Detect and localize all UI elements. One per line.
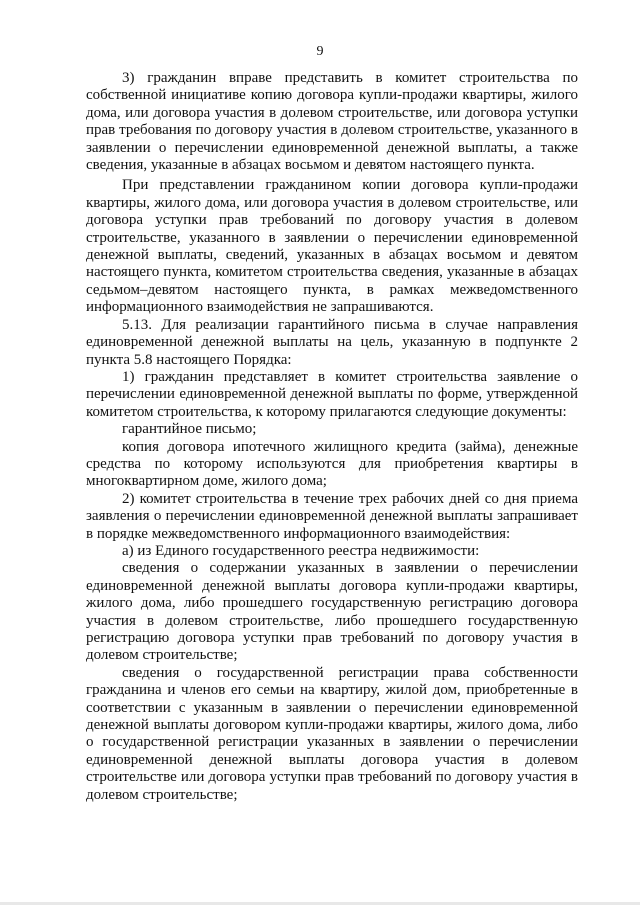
paragraph-item-a-registry: а) из Единого государственного реестра недвижимости: bbox=[122, 542, 480, 559]
paragraph-item-1-application: 1) гражданин представляет в комитет строительства заявление о перечислении единовременной денежной выплаты по форме, утвержденной комитетом строительства, к которому прилагаются следующие документы: bbox=[86, 368, 578, 420]
paragraph-ownership-registration-info: сведения о государственной регистрации права собственности гражданина и членов его семьи на квартиру, жилой дом, приобретенные в соответствии с указанным в заявлении о перечислении единовременной денежной выплаты договором купли-продажи квартиры, жилого дома, либо о государственной регистрации указанных в заявлении о перечислении единовременной денежной выплаты договора участия в долевом строительстве или договора уступки прав требований по договору участия в долевом строительстве; bbox=[86, 664, 578, 803]
document-body bbox=[86, 70, 578, 804]
paragraph-mortgage-contract-copy: копия договора ипотечного жилищного кредита (займа), денежные средства по которому используются для приобретения квартиры в многоквартирном доме, жилого дома; bbox=[86, 438, 578, 490]
paragraph-contract-content-info: сведения о содержании указанных в заявлении о перечислении единовременной денежной выплаты договора купли-продажи квартиры, жилого дома, либо прошедшего государственную регистрацию договора участия в долевом строительстве, либо прошедшего государственную регистрацию договора уступки прав требований по договору участия в долевом строительстве; bbox=[86, 560, 578, 664]
paragraph-guarantee-letter: гарантийное письмо; bbox=[122, 421, 257, 438]
paragraph-5-13-heading: 5.13. Для реализации гарантийного письма в случае направления единовременной денежной выплаты на цель, указанную в подпункте 2 пункта 5.8 настоящего Порядка: bbox=[86, 316, 578, 368]
paragraph-item-2-committee-requests: 2) комитет строительства в течение трех рабочих дней со дня приема заявления о перечислении единовременной денежной выплаты запрашивает в порядке межведомственного информационного взаимодействия: bbox=[86, 490, 578, 542]
paragraph-item-3-right-to-submit: 3) гражданин вправе представить в комитет строительства по собственной инициативе копию договора купли-продажи квартиры, жилого дома, или договора участия в долевом строительстве, или договора уступки прав требования по договору участия в долевом строительстве, указанного в заявлении о перечислении единовременной денежной выплаты, а также сведения, указанные в абзацах восьмом и девятом настоящего пункта. bbox=[86, 70, 578, 174]
paragraph-no-request-on-submission: При представлении гражданином копии договора купли-продажи квартиры, жилого дома, или договора участия в долевом строительстве, или договора уступки прав требований по договору участия в долевом строительстве, указанного в заявлении о перечислении единовременной денежной выплаты, сведений, указанных в абзацах восьмом и девятом настоящего пункта, комитетом строительства сведения, указанные в абзацах седьмом–девятом настоящего пункта, в рамках межведомственного информационного взаимодействия не запрашиваются. bbox=[86, 177, 578, 316]
page-number: 9 bbox=[316, 44, 324, 59]
